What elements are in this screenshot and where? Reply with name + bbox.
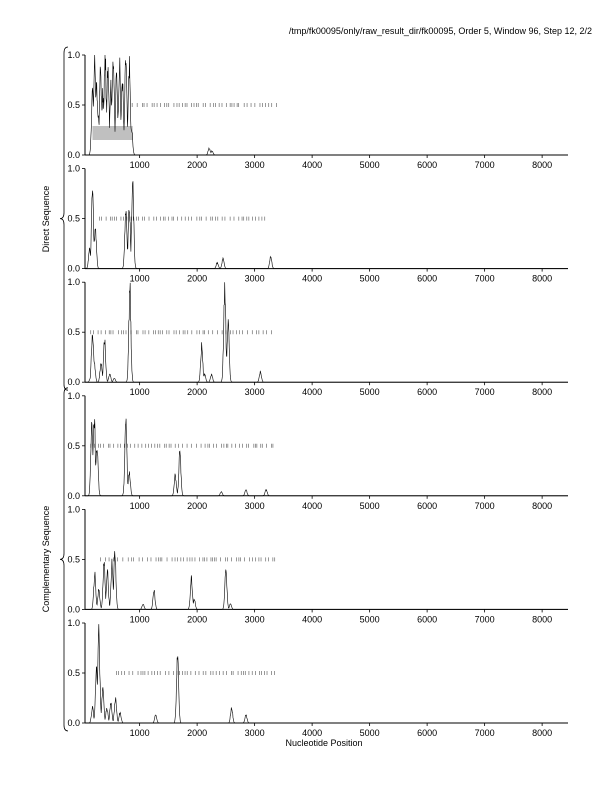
x-tick-label: 4000: [302, 614, 323, 625]
x-tick-label: 2000: [187, 387, 208, 398]
y-tick-label: 0.0: [67, 490, 80, 501]
x-tick-label: 1000: [129, 500, 150, 511]
x-tick-label: 8000: [532, 500, 553, 511]
y-tick-label: 1.0: [67, 618, 80, 628]
x-tick-label: 6000: [417, 500, 438, 511]
x-tick-label: 2000: [187, 273, 208, 284]
x-tick-label: 8000: [532, 387, 553, 398]
signal-line: [85, 55, 568, 155]
x-tick-label: 2000: [187, 500, 208, 511]
group-label-direct: Direct Sequence: [41, 185, 51, 252]
x-tick-label: 7000: [474, 387, 495, 398]
y-tick-label: 0.5: [67, 213, 80, 224]
x-tick-label: 5000: [359, 728, 380, 738]
x-tick-label: 1000: [129, 160, 150, 170]
y-tick-label: 1.0: [67, 163, 80, 174]
x-tick-label: 1000: [129, 728, 150, 738]
x-tick-label: 4000: [302, 273, 323, 284]
x-tick-label: 4000: [302, 387, 323, 398]
y-tick-label: 0.0: [67, 604, 80, 615]
x-tick-label: 3000: [244, 614, 265, 625]
x-tick-label: 2000: [187, 160, 208, 170]
signal-line: [85, 282, 568, 382]
x-tick-label: 7000: [474, 273, 495, 284]
y-tick-label: 0.0: [67, 718, 80, 728]
group-label-complementary: Complementary Sequence: [41, 506, 51, 613]
highlight-region: [92, 126, 132, 140]
x-tick-label: 5000: [359, 500, 380, 511]
y-tick-label: 0.0: [67, 263, 80, 274]
y-tick-label: 0.5: [67, 668, 80, 678]
x-tick-label: 8000: [532, 160, 553, 170]
x-tick-label: 4000: [302, 728, 323, 738]
x-tick-label: 6000: [417, 160, 438, 170]
x-tick-label: 4000: [302, 500, 323, 511]
x-tick-label: 1000: [129, 273, 150, 284]
x-tick-label: 7000: [474, 614, 495, 625]
x-tick-label: 3000: [244, 728, 265, 738]
x-tick-label: 7000: [474, 160, 495, 170]
x-tick-label: 6000: [417, 728, 438, 738]
signal-line: [85, 419, 568, 496]
x-tick-label: 5000: [359, 387, 380, 398]
x-tick-label: 3000: [244, 387, 265, 398]
x-tick-label: 3000: [244, 500, 265, 511]
y-tick-label: 0.5: [67, 440, 80, 451]
x-tick-label: 2000: [187, 728, 208, 738]
x-axis-label: Nucleotide Position: [285, 738, 363, 748]
x-tick-label: 4000: [302, 160, 323, 170]
x-tick-label: 6000: [417, 387, 438, 398]
x-tick-label: 8000: [532, 728, 553, 738]
y-tick-label: 1.0: [67, 50, 80, 60]
y-tick-label: 0.5: [67, 100, 80, 110]
y-tick-label: 0.0: [67, 150, 80, 160]
y-tick-label: 0.0: [67, 377, 80, 388]
x-tick-label: 5000: [359, 160, 380, 170]
x-tick-label: 2000: [187, 614, 208, 625]
y-tick-label: 0.5: [67, 554, 80, 565]
x-tick-label: 1000: [129, 614, 150, 625]
x-tick-label: 5000: [359, 273, 380, 284]
header-path: /tmp/fk00095/only/raw_result_dir/fk00095, Order 5, Window 96, Step 12, 2/2: [288, 26, 592, 36]
x-tick-label: 7000: [474, 500, 495, 511]
x-tick-label: 6000: [417, 614, 438, 625]
signal-line: [85, 551, 568, 609]
x-tick-label: 3000: [244, 273, 265, 284]
x-tick-label: 8000: [532, 273, 553, 284]
x-tick-label: 5000: [359, 614, 380, 625]
x-tick-label: 1000: [129, 387, 150, 398]
x-tick-label: 3000: [244, 160, 265, 170]
x-tick-label: 8000: [532, 614, 553, 625]
x-tick-label: 6000: [417, 273, 438, 284]
signal-line: [85, 181, 568, 268]
y-tick-label: 1.0: [67, 277, 80, 288]
x-tick-label: 7000: [474, 728, 495, 738]
y-tick-label: 1.0: [67, 390, 80, 401]
y-tick-label: 1.0: [67, 504, 80, 515]
y-tick-label: 0.5: [67, 327, 80, 338]
